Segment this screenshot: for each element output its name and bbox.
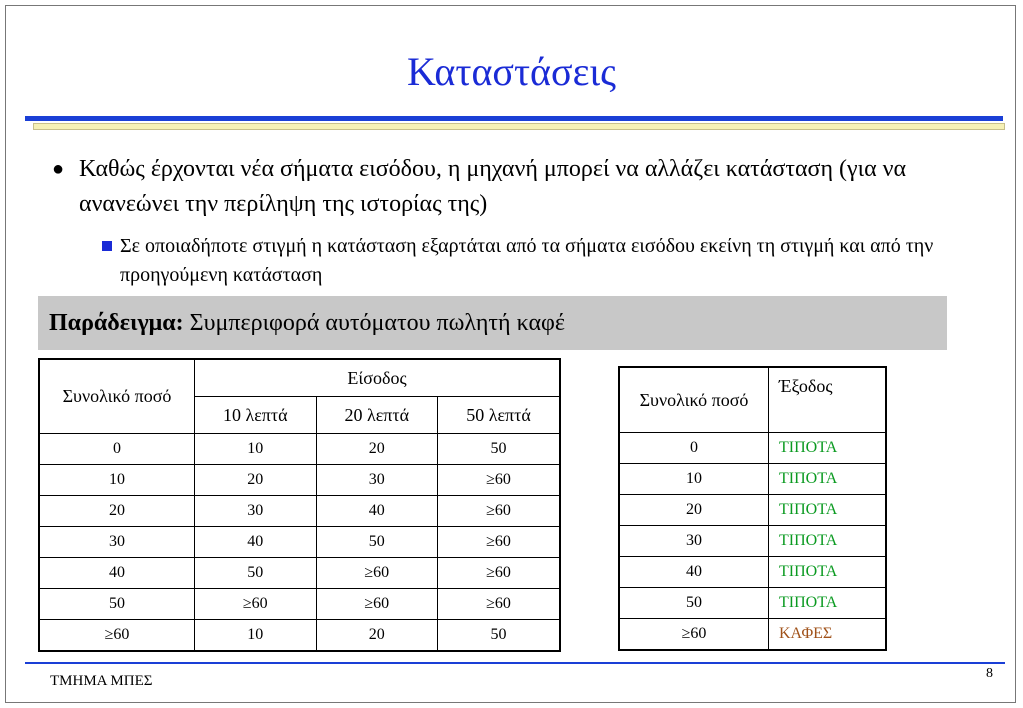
- table-cell: 20: [619, 495, 769, 526]
- table-subheader: 50 λεπτά: [438, 397, 560, 434]
- output-cell: ΤΙΠΟΤΑ: [769, 433, 887, 464]
- table-cell: 50: [619, 588, 769, 619]
- table-subheader: 20 λεπτά: [316, 397, 438, 434]
- table-cell: ≥60: [438, 527, 560, 558]
- input-transition-table: [38, 358, 561, 652]
- output-table-body: [619, 433, 886, 651]
- table-cell: 10: [619, 464, 769, 495]
- table-cell: 10: [195, 620, 317, 652]
- table-cell: ≥60: [316, 589, 438, 620]
- bullet-level1: [52, 152, 982, 222]
- table-row: [39, 465, 560, 496]
- output-cell: ΚΑΦΕΣ: [769, 619, 887, 651]
- footer-department: ΤΜΗΜΑ ΜΠΕΣ: [50, 673, 153, 689]
- table-cell: 50: [438, 620, 560, 652]
- table-cell: 50: [438, 434, 560, 465]
- table-cell: 30: [316, 465, 438, 496]
- table-cell: 20: [316, 620, 438, 652]
- table-row: [619, 619, 886, 651]
- table-cell: 20: [195, 465, 317, 496]
- table-cell: 0: [39, 434, 195, 465]
- table-cell: 30: [619, 526, 769, 557]
- table-row: [39, 434, 560, 465]
- output-table: [618, 366, 887, 651]
- title-divider-blue: [25, 116, 1003, 121]
- page-number: 8: [986, 666, 993, 681]
- table-cell: 50: [316, 527, 438, 558]
- input-table-body: [39, 434, 560, 652]
- bullet-level2: [102, 232, 982, 290]
- table-cell: ≥60: [195, 589, 317, 620]
- bullet-level2-text: Σε οποιαδήποτε στιγμή η κατάσταση εξαρτάται από τα σήματα εισόδου εκείνη τη στιγμή και από την προηγούμενη κατάσταση: [120, 235, 934, 286]
- bullet-level1-text: Καθώς έρχονται νέα σήματα εισόδου, η μηχανή μπορεί να αλλάζει κατάσταση (για να ανανεώνει την περίληψη της ιστορίας της): [79, 156, 907, 217]
- footer-divider: [25, 662, 1005, 664]
- table-cell: ≥60: [39, 620, 195, 652]
- table-row: [39, 589, 560, 620]
- table-header-total: Συνολικό ποσό: [39, 359, 195, 434]
- table-cell: 40: [39, 558, 195, 589]
- table-row: [619, 433, 886, 464]
- table-cell: 50: [195, 558, 317, 589]
- table-row: [39, 558, 560, 589]
- example-banner: [38, 296, 947, 350]
- table-cell: 30: [39, 527, 195, 558]
- table-row: [619, 464, 886, 495]
- title-divider-yellow: [33, 123, 1005, 130]
- example-label: Παράδειγμα:: [49, 310, 184, 336]
- output-cell: ΤΙΠΟΤΑ: [769, 464, 887, 495]
- bullet-dot-icon: ●: [52, 158, 65, 180]
- output-cell: ΤΙΠΟΤΑ: [769, 557, 887, 588]
- table-header-total: Συνολικό ποσό: [619, 367, 769, 433]
- table-cell: 30: [195, 496, 317, 527]
- table-cell: ≥60: [316, 558, 438, 589]
- table-row: [619, 495, 886, 526]
- output-cell: ΤΙΠΟΤΑ: [769, 588, 887, 619]
- table-cell: 50: [39, 589, 195, 620]
- example-text: Συμπεριφορά αυτόματου πωλητή καφέ: [183, 310, 565, 336]
- table-cell: 40: [619, 557, 769, 588]
- table-cell: 10: [39, 465, 195, 496]
- table-cell: 0: [619, 433, 769, 464]
- table-cell: 40: [316, 496, 438, 527]
- table-cell: ≥60: [438, 589, 560, 620]
- table-header-output: Έξοδος: [769, 367, 887, 433]
- table-row: [619, 526, 886, 557]
- slide-title: Καταστάσεις: [407, 49, 616, 94]
- bullet-square-icon: [102, 241, 112, 251]
- table-row: [39, 496, 560, 527]
- output-cell: ΤΙΠΟΤΑ: [769, 495, 887, 526]
- table-header-input: Είσοδος: [195, 359, 561, 397]
- table-cell: ≥60: [438, 465, 560, 496]
- table-row: [619, 557, 886, 588]
- table-cell: 20: [316, 434, 438, 465]
- table-cell: 40: [195, 527, 317, 558]
- table-row: [39, 527, 560, 558]
- table-row: [619, 588, 886, 619]
- table-cell: ≥60: [438, 558, 560, 589]
- table-cell: 10: [195, 434, 317, 465]
- output-cell: ΤΙΠΟΤΑ: [769, 526, 887, 557]
- table-cell: ≥60: [619, 619, 769, 651]
- table-subheader: 10 λεπτά: [195, 397, 317, 434]
- table-cell: ≥60: [438, 496, 560, 527]
- table-cell: 20: [39, 496, 195, 527]
- table-row: [39, 620, 560, 652]
